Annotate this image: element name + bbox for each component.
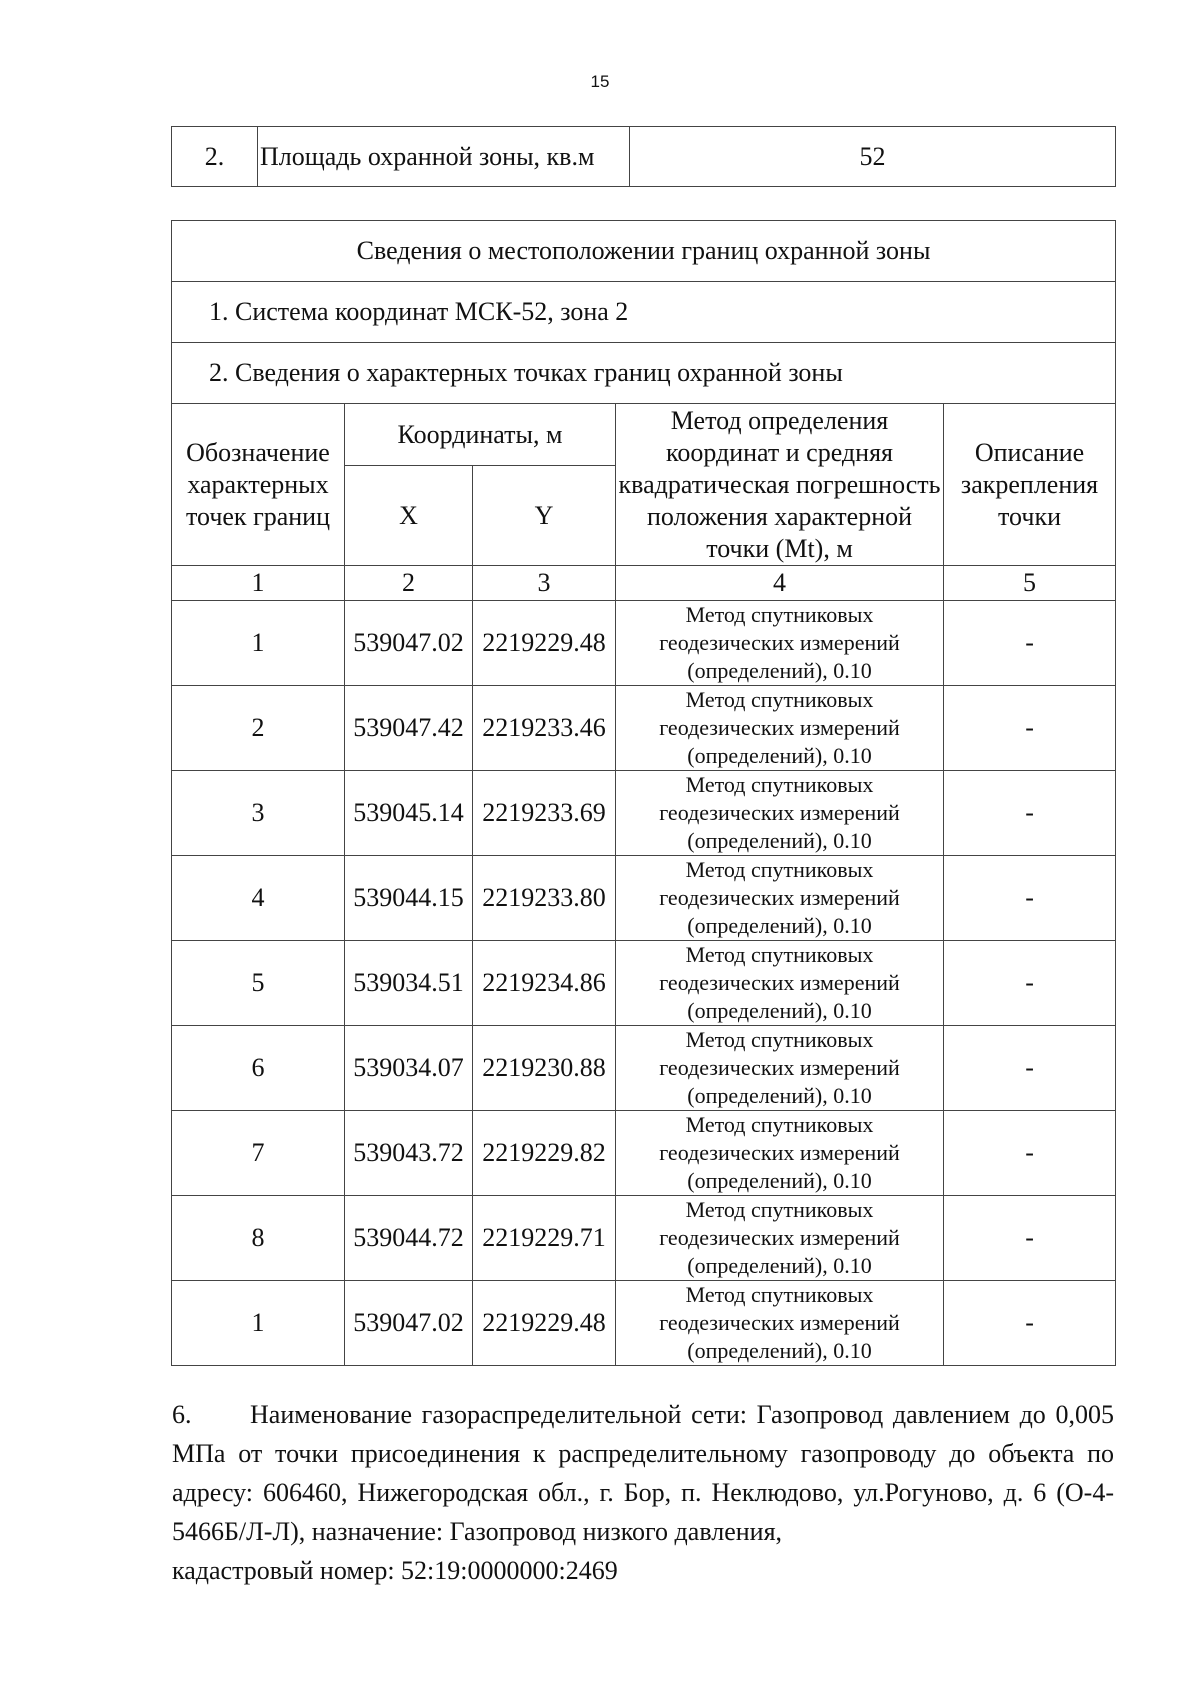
- x-coordinate: 539047.02: [345, 601, 473, 686]
- point-number: 5: [172, 941, 345, 1026]
- y-coordinate: 2219229.48: [473, 601, 616, 686]
- table-row: [172, 686, 1116, 771]
- method-cell: Метод спутниковых геодезических измерений (определений), 0.10: [616, 856, 944, 941]
- point-number: 1: [172, 601, 345, 686]
- x-coordinate: 539034.07: [345, 1026, 473, 1111]
- x-coordinate: 539044.15: [345, 856, 473, 941]
- column-number: 5: [944, 566, 1116, 601]
- y-coordinate: 2219233.46: [473, 686, 616, 771]
- point-description: -: [944, 601, 1116, 686]
- point-description: -: [944, 686, 1116, 771]
- table-row: [172, 771, 1116, 856]
- area-row-value: 52: [630, 127, 1116, 187]
- point-description: -: [944, 941, 1116, 1026]
- area-row-label: Площадь охранной зоны, кв.м: [258, 127, 630, 187]
- y-coordinate: 2219233.69: [473, 771, 616, 856]
- table-row: [172, 1111, 1116, 1196]
- y-coordinate: 2219230.88: [473, 1026, 616, 1111]
- coordinate-system: 1. Система координат МСК-52, зона 2: [172, 282, 1116, 343]
- method-cell: Метод спутниковых геодезических измерений (определений), 0.10: [616, 1281, 944, 1366]
- table-row: [172, 1196, 1116, 1281]
- column-number: 2: [345, 566, 473, 601]
- page-number: 15: [590, 72, 610, 91]
- boundary-coordinates-table: [171, 220, 1116, 1366]
- paragraph-cadastral-line: кадастровый номер: 52:19:0000000:2469: [172, 1556, 618, 1585]
- header-coordinates: Координаты, м: [345, 404, 616, 466]
- y-coordinate: 2219229.48: [473, 1281, 616, 1366]
- x-coordinate: 539034.51: [345, 941, 473, 1026]
- point-description: -: [944, 1281, 1116, 1366]
- column-number-row: [172, 566, 1116, 601]
- points-section-title: 2. Сведения о характерных точках границ охранной зоны: [172, 343, 1116, 404]
- header-y: Y: [473, 466, 616, 566]
- paragraph-text: Наименование газораспределительной сети: Газопровод давлением до 0,005 МПа от точки присоединения к распределительному газопроводу до объекта по адресу: 606460, Нижегородская обл., г. Бор, п. Неклюдово, ул.Рогуново, д. 6 (О-4-5466Б/Л-Л), назначение: Газопровод низкого давления,: [172, 1400, 1114, 1546]
- header-x: X: [345, 466, 473, 566]
- header-method: Метод определения координат и средняя квадратическая погрешность положения характерной точки (Mt), м: [616, 404, 944, 566]
- table-row: [172, 856, 1116, 941]
- point-number: 2: [172, 686, 345, 771]
- point-number: 4: [172, 856, 345, 941]
- table-row: [172, 601, 1116, 686]
- paragraph-number: 6.: [172, 1400, 192, 1429]
- table-row: [172, 1026, 1116, 1111]
- gas-network-paragraph: [172, 1395, 1114, 1590]
- point-description: -: [944, 856, 1116, 941]
- y-coordinate: 2219233.80: [473, 856, 616, 941]
- point-description: -: [944, 1196, 1116, 1281]
- point-number: 6: [172, 1026, 345, 1111]
- method-cell: Метод спутниковых геодезических измерений (определений), 0.10: [616, 686, 944, 771]
- x-coordinate: 539047.42: [345, 686, 473, 771]
- method-cell: Метод спутниковых геодезических измерений (определений), 0.10: [616, 941, 944, 1026]
- method-cell: Метод спутниковых геодезических измерений (определений), 0.10: [616, 1196, 944, 1281]
- column-number: 4: [616, 566, 944, 601]
- column-number: 1: [172, 566, 345, 601]
- header-point-designation: Обозначение характерных точек границ: [172, 404, 345, 566]
- point-number: 8: [172, 1196, 345, 1281]
- point-description: -: [944, 1111, 1116, 1196]
- table-row: [172, 941, 1116, 1026]
- x-coordinate: 539044.72: [345, 1196, 473, 1281]
- table-row: [172, 1281, 1116, 1366]
- point-number: 7: [172, 1111, 345, 1196]
- point-number: 1: [172, 1281, 345, 1366]
- y-coordinate: 2219229.82: [473, 1111, 616, 1196]
- method-cell: Метод спутниковых геодезических измерений (определений), 0.10: [616, 771, 944, 856]
- area-row-index: 2.: [172, 127, 258, 187]
- x-coordinate: 539043.72: [345, 1111, 473, 1196]
- point-number: 3: [172, 771, 345, 856]
- x-coordinate: 539045.14: [345, 771, 473, 856]
- x-coordinate: 539047.02: [345, 1281, 473, 1366]
- method-cell: Метод спутниковых геодезических измерений (определений), 0.10: [616, 1111, 944, 1196]
- point-description: -: [944, 771, 1116, 856]
- point-description: -: [944, 1026, 1116, 1111]
- header-description: Описание закрепления точки: [944, 404, 1116, 566]
- method-cell: Метод спутниковых геодезических измерений (определений), 0.10: [616, 1026, 944, 1111]
- method-cell: Метод спутниковых геодезических измерений (определений), 0.10: [616, 601, 944, 686]
- protection-zone-area-table: [171, 126, 1116, 187]
- y-coordinate: 2219234.86: [473, 941, 616, 1026]
- column-number: 3: [473, 566, 616, 601]
- area-row: [172, 127, 1116, 187]
- table-title: Сведения о местоположении границ охранной зоны: [172, 221, 1116, 282]
- y-coordinate: 2219229.71: [473, 1196, 616, 1281]
